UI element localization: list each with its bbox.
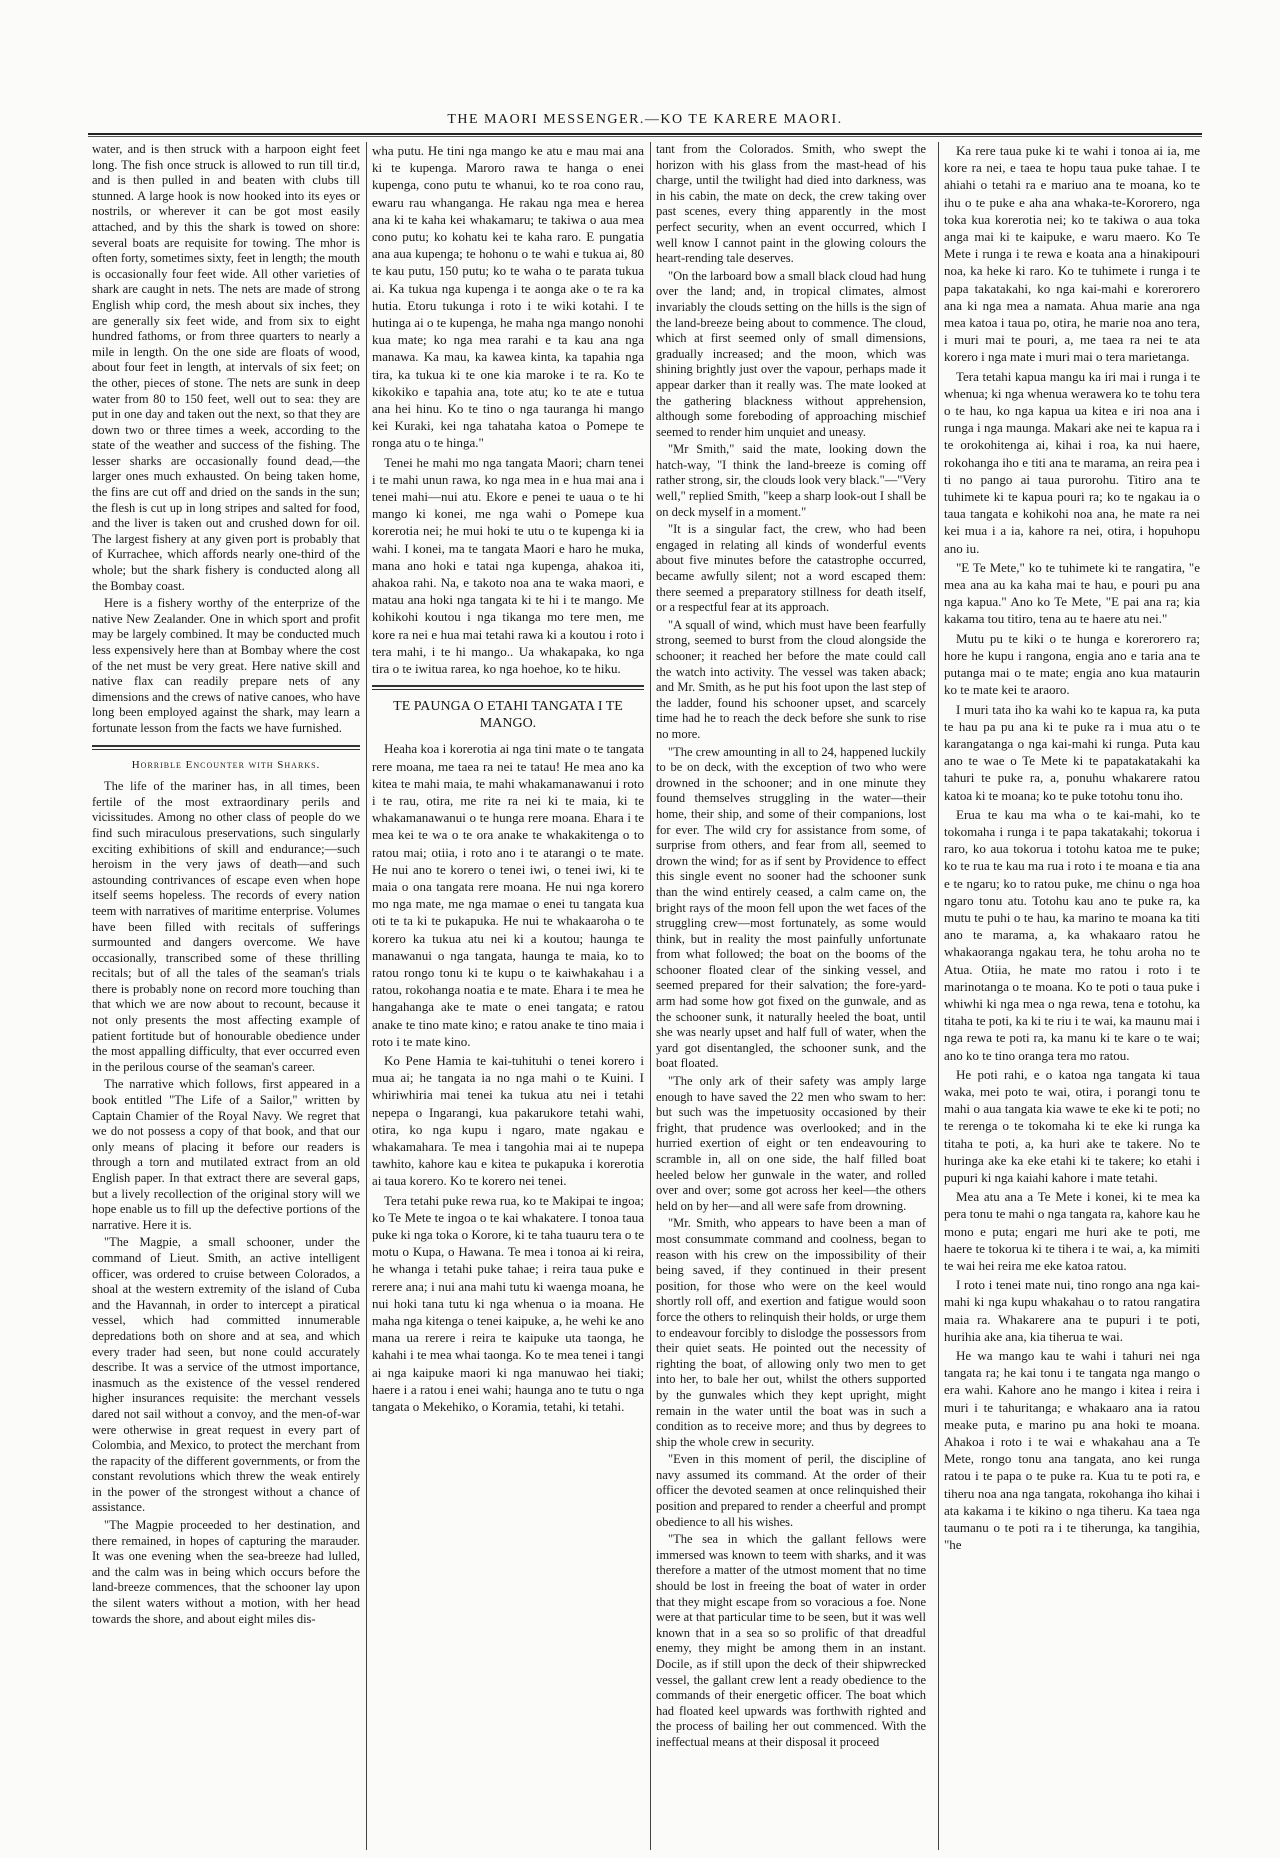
paragraph: I muri tata iho ka wahi ko te kapua ra, ka puta te hau pa pu ana ki te puke ra i mua atu o te karangatanga o nga kai-mahi ki runga. Puta kau ano te wae o Te Mete ki te papatakatakahi ka tahuri te puke ra, a, ponuhu whakarere ratou katoa ki te moana; ko te puke totohu tonu iho. bbox=[944, 701, 1200, 803]
paragraph: "The sea in which the gallant fellows were immersed was known to teem with sharks, and it was therefore a matter of the utmost moment that no time should be lost in freeing the boat of water in order that they might escape from so voracious a foe. None were at that particular time to be seen, but it was well known that in a sea so so prolific of that dreadful enemy, they might be among them in an instant. Docile, as if still upon the deck of their shipwrecked vessel, the gallant crew lent a ready obedience to the commands of their energetic officer. The boat which had floated keel upwards was forthwith righted and the process of bailing her out commenced. With the ineffectual means at their disposal it proceed bbox=[656, 1532, 926, 1749]
column-rule bbox=[650, 142, 651, 1850]
paragraph: He wa mango kau te wahi i tahuri nei nga tangata ra; he kai tonu i te tangata nga mango o era wahi. Kahore ano he mango i kitea i reira i muri i te tahuritanga; e whakaaro ana ia ratou meake puta, e marino pu ana hoki te moana. Ahakoa i roto i te wai e whakahau ana a Te Mete, rongo tonu ana tangata, ano kei runga ratou i te papa o te puke ra. Kua tu te poti ra, e tiheru noa ana nga tangata, rokohanga iho kihai i ata kakama i te kikino o nga tiheru. Ka taea nga taumanu o te poti ra i te tiherunga, ka tangihia, "he bbox=[944, 1348, 1200, 1553]
paragraph: "On the larboard bow a small black cloud had hung over the land; and, in tropical climates, almost invariably the clouds setting on the hills is the sign of the land-breeze being about to commence. The cloud, which at first seemed only of small dimensions, gradually increased; and the moon, which was shining brightly just over the vapour, perhaps made it appear darker than it really was. The mate looked at the gathering blackness without apprehension, although some foreboding of approaching mischief seemed to render him unquiet and uneasy. bbox=[656, 268, 926, 439]
column-rule bbox=[366, 142, 367, 1850]
column-rule bbox=[938, 142, 939, 1850]
section-rule bbox=[372, 685, 644, 690]
paragraph: Mea atu ana a Te Mete i konei, ki te mea ka pera tonu te mahi o nga tangata ra, kahore kau he mono e puta; engari me huri ake te poti, me haere te tokorua ki te tihera i te wai, a, ka mimiti te wai hei reira me eke katoa ratou. bbox=[944, 1189, 1200, 1273]
paragraph: Here is a fishery worthy of the enterprize of the native New Zealander. One in which sport and profit may be largely combined. It may be conducted much less expensively here than at Bombay where the cost of the net must be very great. Here native skill and native flax can readily prepare nets of any dimensions and the crews of native canoes, who have long been employed against the shark, may learn a fortunate lesson from the facts we have furnished. bbox=[92, 596, 360, 735]
paragraph: Heaha koa i korerotia ai nga tini mate o te tangata rere moana, me taea ra nei te tatau! He mea ano ka kitea te mahi maia, te mahi whakamanawanui i roto i te rau, otira, me rite ra nei ki te maia, ki te whakamanawanui o te hunga rere moana. Ehara i te mea kei te wa o te ora anake te whakakitenga o to ratou mai; otiia, i roto ano i te atarangi o te mate. He nui ano te korero o tenei iwi, o tenei iwi, ki te maia o ona tangata rere moana. He nui nga korero mo nga mate, me nga mamae o enei tu tangata kua oti te ta ki te pukapuka. He nui te whakaaroha o te korero ka tukua atu nei ki a koutou; haunga te manawanui o nga tangata, haunga te maia, ko to ratou rongo tonu ki te kupu o te kaiwhakahau i a ratou, rokohanga noatia e te mate. Ehara i te mea he hangahanga ake te mate o enei tangata; e ratou anake te tino mate kino; e ratou anake te tino maia i roto i te mate kino. bbox=[372, 741, 644, 1049]
paragraph: "The only ark of their safety was amply large enough to have saved the 22 men who swam to her: but such was the impetuosity occasioned by their fright, that prudence was overlooked; and in the hurried exertion of eight or ten endeavouring to scramble in, all on one side, the half filled boat heeled below her gunwale in the water, and rolled over and over; some got across her keel—the others held on by her—and all were safe from drowning. bbox=[656, 1074, 926, 1213]
header-rule bbox=[88, 133, 1202, 137]
paragraph: Tera tetahi kapua mangu ka iri mai i runga i te whenua; ki nga whenua werawera ko te tohu tera o te hau, ko nga kapua ua kitea e iri noa ana i runga i nga maunga. Makari ake nei te kapua ra i te orokohitenga ai, kihai i roa, ka nui haere, rokohanga iho e titi ana te marama, an reira pea i ti no pango ai taua purorohu. Titiro ana te tuhimete ki te kapua pouri ra; ko te ngakau ia o taua tangata e kohikohi noa ana, he mate ra nei kei mua i a ia, kahore ra nei, otira, i hopuhopu ano iu. bbox=[944, 368, 1200, 556]
column-1-english bbox=[92, 142, 360, 1850]
section-rule bbox=[92, 745, 360, 750]
running-title: THE MAORI MESSENGER.—KO TE KARERE MAORI. bbox=[447, 112, 843, 127]
paragraph: "The crew amounting in all to 24, happened luckily to be on deck, with the exception of two who were drowned in the schooner; and in one minute they found themselves struggling in the water—their home, their ship, and some of their companions, lost for ever. The wild cry for assistance from some, of surprise from others, and fear from all, seemed to drown the wind; for as if sent by Providence to effect this single event no sooner had the schooner sunk than the wind entirely ceased, a calm came on, the bright rays of the moon fell upon the wet faces of the struggling crew—most fortunately, as some would think, but in reality the most painfully unfortunate from what followed; the boat on the booms of the schooner floated clear of the sinking vessel, and seemed prepared for their salvation; the fore-yard-arm had some how got fixed on the gunwale, and as the schooner sunk, it naturally heeled the boat, until she was nearly upset and half full of water, when the yard got disentangled, the schooner sunk, and the boat floated. bbox=[656, 744, 926, 1071]
paragraph: "The Magpie proceeded to her destination, and there remained, in hopes of capturing the marauder. It was one evening when the sea-breeze had lulled, and the calm was in being which occurs before the land-breeze commences, that the schooner lay upon the silent waters without a motion, with her head towards the shore, and about eight miles dis- bbox=[92, 1518, 360, 1626]
paragraph: "Mr Smith," said the mate, looking down the hatch-way, "I think the land-breeze is coming off rather strong, sir, the clouds look very black."—"Very well," replied Smith, "keep a sharp look-out I shall be on deck myself in a moment." bbox=[656, 442, 926, 519]
paragraph: water, and is then struck with a harpoon eight feet long. The fish once struck is allowed to run till tir.d, and is then pulled in and beaten with clubs till stunned. A large hook is now hooked into its eyes or nostrils, or wherever it can be got most easily attached, and by this the shark is towed on shore: several boats are requisite for towing. The mhor is often forty, sometimes sixty, feet in length; the mouth is occasionally four feet wide. All other varieties of shark are caught in nets. The nets are made of strong English whip cord, the mesh about six inches, they are generally six feet wide, and from six to eight hundred fathoms, or from three quarters to nearly a mile in length. On the one side are floats of wood, about four feet in length, at intervals of six feet; on the other, pieces of stone. The nets are sunk in deep water from 80 to 150 feet, well out to sea: they are put in one day and taken out the next, so that they are down two or three times a week, according to the state of the weather and success of the fishing. The lesser sharks are occasionally found dead,—the larger ones much exhausted. On being taken home, the fins are cut off and dried on the sands in the sun; the flesh is cut up in long stripes and salted for food, and the liver is taken out and crushed down for oil. The largest fishery at any given port is probably that of Kurrachee, which affords nearly one-third of the whole; but the shark fishery is conducted along all the Bombay coast. bbox=[92, 142, 360, 593]
section-title: Horrible Encounter with Sharks. bbox=[131, 758, 321, 771]
paragraph: "The Magpie, a small schooner, under the command of Lieut. Smith, an active intelligent officer, was ordered to cruise between Colorados, a shoal at the western extremity of the island of Cuba and the Havannah, in order to intercept a piratical vessel, which had committed innumerable depredations both on shore and at sea, and which every trader had seen, but none could accurately describe. It was a service of the utmost importance, inasmuch as the existence of the vessel rendered higher insurances requisite: the merchant vessels dared not sail without a convoy, and the men-of-war were otherwise in great request in every part of Colombia, and Mexico, to protect the merchant from the rapacity of the different governments, or from the constant revolutions which threw the weak entirely in the power of the strongest without a chance of assistance. bbox=[92, 1235, 360, 1515]
paragraph: wha putu. He tini nga mango ke atu e mau mai ana ki te kupenga. Maroro rawa te hanga o enei kupenga, cono putu te whanui, ko te roa cono rau, ewaru rau whanganga. He rakau nga mea e herea ana ki te kaha kei whakamaru; te takiwa o aua mea cono putu; ko kohatu kei te kaha raro. E pungatia ana aua kupenga; te hohonu o te wahi e tukua ai, 80 te kau putu, 150 putu; ko te waha o te parata tukua ai. Ka tukua nga kupenga i te aonga ake o te ra ka hutia. Etoru tukunga i roto i te wiki kotahi. I te hutinga ai o te kupenga, he maha nga mango nonohi kua mate; ko nga mea rarahi e ta kau ana nga manawa. Ka mau, ka kawea kinta, ka tapahia nga tira, ka tukua ki te one kia maroke i te ra. Ko te kikokiko e tapahia ana, tote atu; ko te ate e tutua ana hei hinu. Ko te tino o nga tauranga hi mango kei Kuraki, kei nga tahataha katoa o Pomepe te ronga atu o te hinga." bbox=[372, 143, 644, 451]
paragraph: "Mr. Smith, who appears to have been a man of most consummate command and coolness, began to reason with his crew on the impossibility of their being saved, if they continued in their present position, for those who were on the keel would shortly roll off, and exertion and fatigue would soon force the others to relinquish their holds, or urge them to endeavour forcibly to dislodge the possessors from their quiet seats. He pointed out the necessity of righting the boat, of allowing only two men to get into her, to bale her out, whilst the others supported by the gunwales which they kept upright, might remain in the water until the boat was in such a condition as to receive more; and thus by degrees to ship the whole crew in security. bbox=[656, 1216, 926, 1449]
paragraph: Ka rere taua puke ki te wahi i tonoa ai ia, me kore ra nei, e taea te hopu taua puke tahae. I te ahiahi o tetahi ra e mariuo ana te moana, ko te ihu o te puke e aha ana whaka-te-Kororero, nga toka kua korerotia nei; ko te takiwa o aua toka anga mai ki te kaipuke, e waru maero. Ko Te Mete i runga i te rewa e koata ana a hinakipouri noa, ka heke ki raro. Ko te tuhimete i runga i te papa takatakahi, ko nga kai-mahi e korerorero ana ki nga mea a namata. Ahua marie ana nga mea katoa i taua po, otira, he marie noa ano tera, i muri mai te pouri, a, me taea ra nei te ata korero i nga mate i muri mai o tera marietanga. bbox=[944, 143, 1200, 365]
paragraph: "E Te Mete," ko te tuhimete ki te rangatira, "e mea ana au ka kaha mai te hau, e pouri pu ana nga kapua." Ano ko Te Mete, "E pai ana ra; kia kakama tou titiro, tena au te haere atu nei." bbox=[944, 559, 1200, 627]
paragraph: The narrative which follows, first appeared in a book entitled "The Life of a Sailor," written by Captain Chamier of the Royal Navy. We regret that we do not possess a copy of that book, and that our only means of placing it before our readers is through a torn and mutilated extract from an old English paper. In that extract there are several gaps, but a lively recollection of the original story will we hope enable us to fill up the defective portions of the narrative. Here it is. bbox=[92, 1077, 360, 1232]
paragraph: The life of the mariner has, in all times, been fertile of the most extraordinary perils and vicissitudes. Among no other class of people do we find such miraculous preservations, such singularly exciting exhibitions of skill and endurance;—such heroism in the very jaws of death—and such astounding contrivances of escape even when hope itself seems hopeless. The records of every nation teem with narratives of maritime enterprise. Volumes have been filled with recitals of sufferings surmounted and dangers overcome. We have occasionally, transcribed some of these thrilling recitals; but of all the tales of the seaman's trials there is probably none on record more touching than that which we are now about to recount, because it not only presents the most affecting example of patient fortitude but of honourable obedience under the most appalling difficulty, that ever occurred even in the perilous course of the seaman's career. bbox=[92, 779, 360, 1074]
paragraph: Mutu pu te kiki o te hunga e korerorero ra; hore he kupu i rangona, engia ano e taria ana te putanga mai o te mate; engia ano kua mataurin ko te mate kei te araoro. bbox=[944, 630, 1200, 698]
paragraph: Tera tetahi puke rewa rua, ko te Makipai te ingoa; ko Te Mete te ingoa o te kai whakatere. I tonoa taua puke ki nga toka o Korore, ki te taha tuauru tera o te motu o Kupa, o Hawana. Te mea i tonoa ai ki reira, he whanga i tetahi puke tahae; i reira taua puke e rerere ana; i nui ana mahi tutu ki waenga moana, he nui hoki tana tutu ki nga whenua o ia moana. He maha nga kitenga o tenei kaipuke, a, he wehi ke ano mana ua rerere i reira te kaipuke uta taonga, he kahahi i te mea whai taonga. Ko te mea tenei i tangi ai nga kaipuke maori ki nga manuwao hei tiaki; haere i a ratou i enei wahi; haunga ano te tutu o nga tangata o Mekehiko, o Koramia, tetahi, ki tetahi. bbox=[372, 1192, 644, 1415]
column-4-maori bbox=[944, 142, 1200, 1850]
paragraph: "It is a singular fact, the crew, who had been engaged in relating all kinds of wonderful events about five minutes before the catastrophe occurred, became awfully silent; not a word escaped them: there seemed a preparatory stillness for death itself, or a respectful fear at its approach. bbox=[656, 522, 926, 615]
paragraph: "A squall of wind, which must have been fearfully strong, seemed to burst from the cloud alongside the schooner; it reached her before the mate could call the watch into activity. The vessel was taken aback; and Mr. Smith, as he put his foot upon the last step of the ladder, found his schooner upset, and scarcely time had he to reach the deck before she sunk to rise no more. bbox=[656, 617, 926, 741]
paragraph: I roto i tenei mate nui, tino rongo ana nga kai-mahi ki nga kupu whakahau o to ratou rangatira maia ra. Whakarere ana te pupuri i te poti, hurihia ake ana, kia tiherua te wai. bbox=[944, 1277, 1200, 1344]
column-2-maori bbox=[372, 142, 644, 1850]
paragraph: He poti rahi, e o katoa nga tangata ki taua waka, mei poto te wai, otira, i porangi tonu te mahi o aua tangata kia wawe te eke ki te poti; no te rerenga o te tokomaha ki te eke ki runga ka titaha te poti, a, ka huri ake te takere. No te huringa ake ka eke etahi ki te takere; ko etahi i pupuri ki nga kaiahi kahore i mate tetahi. bbox=[944, 1066, 1200, 1185]
paragraph: Erua te kau ma wha o te kai-mahi, ko te tokomaha i runga i te papa takatakahi; tokorua i raro, ko aua tokorua i totohu katoa me te puke; ko te rua te kau ma rua i roto i te moana e tia ana e te ngaru; ko to ratou puke, me chinu o nga hoa ngaro tonu atu. Totohu kau ano te puke ra, ka mutu te puhi o te hau, ka marino te moana ka titi ano te marama, a, ka whakaaro ratou he whakaoranga ngakau tera, he tohu aroha no te Atua. Otiia, he mate mo ratou i roto i te marinotanga o te moana. Ko te poti o taua puke i whiwhi ki nga mea o nga rewa, tena e totohu, ka titaha te poti, ka ki te riu i te wai, ka maunu mai i nga rewa te poti ra, ka manu ki te kare o te wai; ano ko te tino oranga tera mo ratou. bbox=[944, 806, 1200, 1063]
paragraph: tant from the Colorados. Smith, who swept the horizon with his glass from the mast-head of his charge, until the twilight had died into darkness, was in his cabin, the mate on deck, the crew taking over past scenes, every thing apparently in the most perfect security, when an event occurred, which I well know I cannot paint in the glowing colours the heart-rending tale deserves. bbox=[656, 142, 926, 266]
column-3-english bbox=[656, 142, 926, 1850]
section-title: TE PAUNGA O ETAHI TANGATA I TE MANGO. bbox=[393, 699, 623, 732]
paragraph: Ko Pene Hamia te kai-tuhituhi o tenei korero i mua ai; he tangata ia no nga mahi o te Kuini. I whiriwhiria mai tenei ka tukua atu nei i tetahi nepepa o Ingarangi, kua pakarukore tetahi wahi, otira, ko nga kupu i ngaro, mate ngakau e whakamahara. Te mea i tangohia mai ai te nupepa tawhito, kahore kau e kitea te pukapuka i korerotia ai taua korero. Ko te korero nei tenei. bbox=[372, 1052, 644, 1189]
paragraph: Tenei he mahi mo nga tangata Maori; charn tenei i te mahi unun rawa, ko nga mea in e hua mai ana i tenei mahi—nui atu. Ekore e penei te uaua o te hi mango ki konei, me nga wahi o Pomepe kua korerotia nei; he mui hoki te utu o te kupenga ki ia wahi. I konei, ma te tangata Maori e haro he muka, mana ano hoki e tatai nga kupenga, ahakoa iti, ahakoa rahi. Na, e takoto noa ana te waka maori, e matau ana hoki nga tangata ki te hi i te mango. Me kohikohi koutou i nga tikanga mo tere men, me kore ra nei e hua mai tetahi rawa ki a koutou i roto i tera mahi, i te hi mango.. Ua whakapaka, ko nga tira o te iwitua rarea, ko nga hoehoe, ko te hiku. bbox=[372, 454, 644, 677]
paragraph: "Even in this moment of peril, the discipline of navy assumed its command. At the order of their officer the devoted seamen at once relinquished their position and prepared to render a cheerful and prompt obedience to all his wishes. bbox=[656, 1452, 926, 1529]
